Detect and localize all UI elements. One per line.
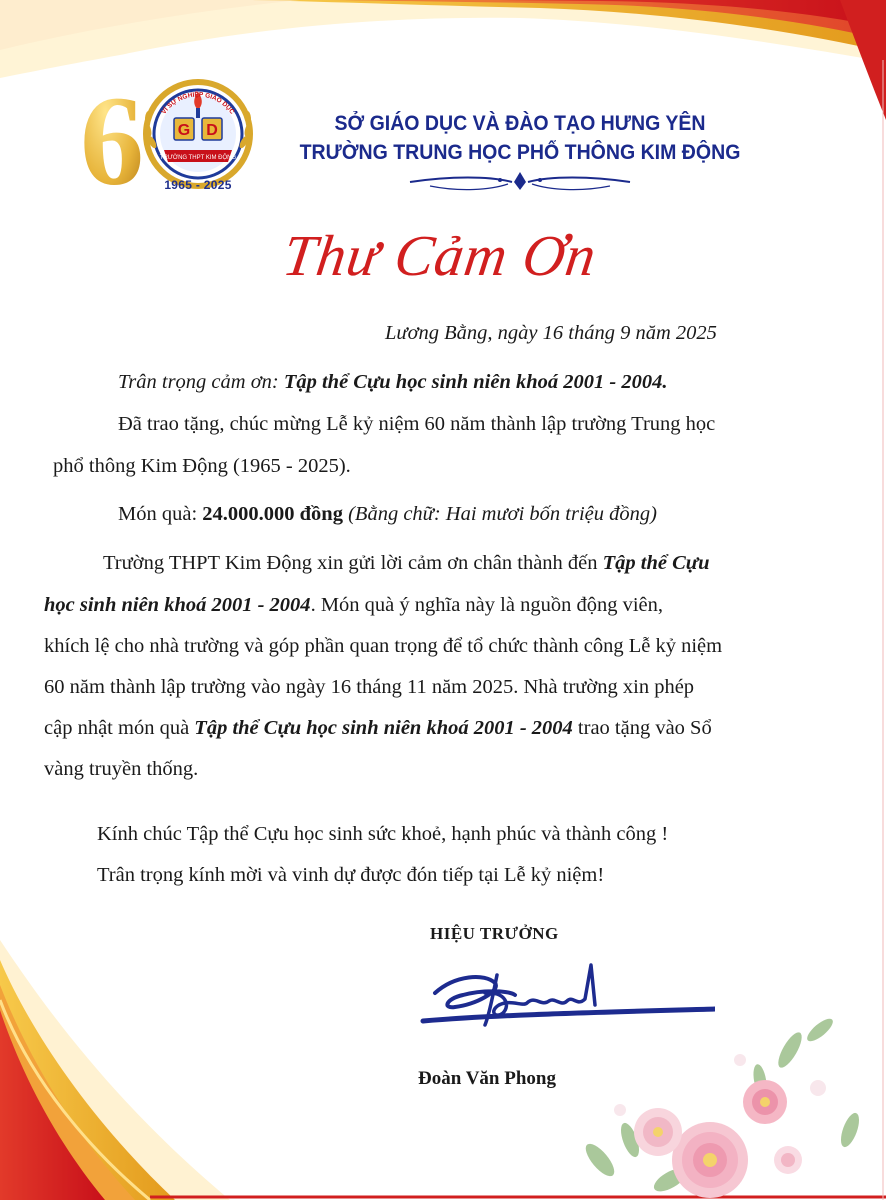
svg-text:G: G <box>177 122 191 139</box>
gift-label: Món quà: <box>118 503 203 525</box>
body-emphasis: Tập thể Cựu học sinh niên khoá 2001 - 2004 <box>194 717 573 739</box>
ornament-divider <box>400 168 640 194</box>
thanks-line <box>118 371 667 394</box>
svg-text:VÌ SỰ NGHIỆP GIÁO DỤC: VÌ SỰ NGHIỆP GIÁO DỤC <box>160 91 236 116</box>
principal-name: Đoàn Văn Phong <box>418 1068 556 1089</box>
logo-years: 1965 - 2025 <box>164 178 232 192</box>
thanks-label: Trân trọng cảm ơn: <box>118 371 284 393</box>
body-line-6: vàng truyền thống. <box>44 758 199 780</box>
thanks-recipient: Tập thể Cựu học sinh niên khoá 2001 - 2004. <box>283 371 668 393</box>
gift-line <box>118 503 657 526</box>
body-line-5 <box>44 717 712 740</box>
body-text: Trường THPT Kim Động xin gửi lời cảm ơn chân thành đến <box>103 552 603 574</box>
gift-amount: 24.000.000 đồng <box>202 503 343 525</box>
donation-line-1: Đã trao tặng, chúc mừng Lễ kỷ niệm 60 năm thành lập trường Trung học <box>118 413 716 435</box>
department-name: SỞ GIÁO DỤC VÀ ĐÀO TẠO HƯNG YÊN <box>334 112 706 135</box>
logo-ribbon-text: TRƯỜNG THPT KIM ĐỘNG <box>159 155 237 161</box>
body-line-1 <box>103 552 709 575</box>
donation-line-2: phổ thông Kim Động (1965 - 2025). <box>53 455 351 477</box>
body-line-4: 60 năm thành lập trường vào ngày 16 tháng 11 năm 2025. Nhà trường xin phép <box>44 676 695 698</box>
letter-title: Thư Cảm Ơn <box>279 223 601 288</box>
svg-text:6: 6 <box>80 72 144 202</box>
svg-text:D: D <box>206 122 218 139</box>
school-name: TRƯỜNG TRUNG HỌC PHỔ THÔNG KIM ĐỘNG <box>299 141 741 164</box>
body-emphasis: Tập thể Cựu <box>602 552 710 574</box>
body-line-3: khích lệ cho nhà trường và góp phần quan trọng để tổ chức thành công Lễ kỷ niệm <box>44 635 723 657</box>
body-text: cập nhật món quà <box>44 717 195 739</box>
gift-words: (Bằng chữ: Hai mươi bốn triệu đồng) <box>342 503 657 525</box>
letter-date: Lương Bằng, ngày 16 tháng 9 năm 2025 <box>385 322 717 344</box>
closing-line-2: Trân trọng kính mời và vinh dự được đón tiếp tại Lễ kỷ niệm! <box>97 864 605 886</box>
body-emphasis: học sinh niên khoá 2001 - 2004 <box>44 594 311 616</box>
body-line-2 <box>44 594 663 617</box>
closing-line-1: Kính chúc Tập thể Cựu học sinh sức khoẻ, hạnh phúc và thành công ! <box>97 823 669 845</box>
principal-title: HIỆU TRƯỞNG <box>430 924 559 943</box>
flower-decoration <box>560 1010 886 1200</box>
body-text: trao tặng vào Sổ <box>572 717 712 739</box>
body-text: . Món quà ý nghĩa này là nguồn động viên, <box>310 594 663 616</box>
